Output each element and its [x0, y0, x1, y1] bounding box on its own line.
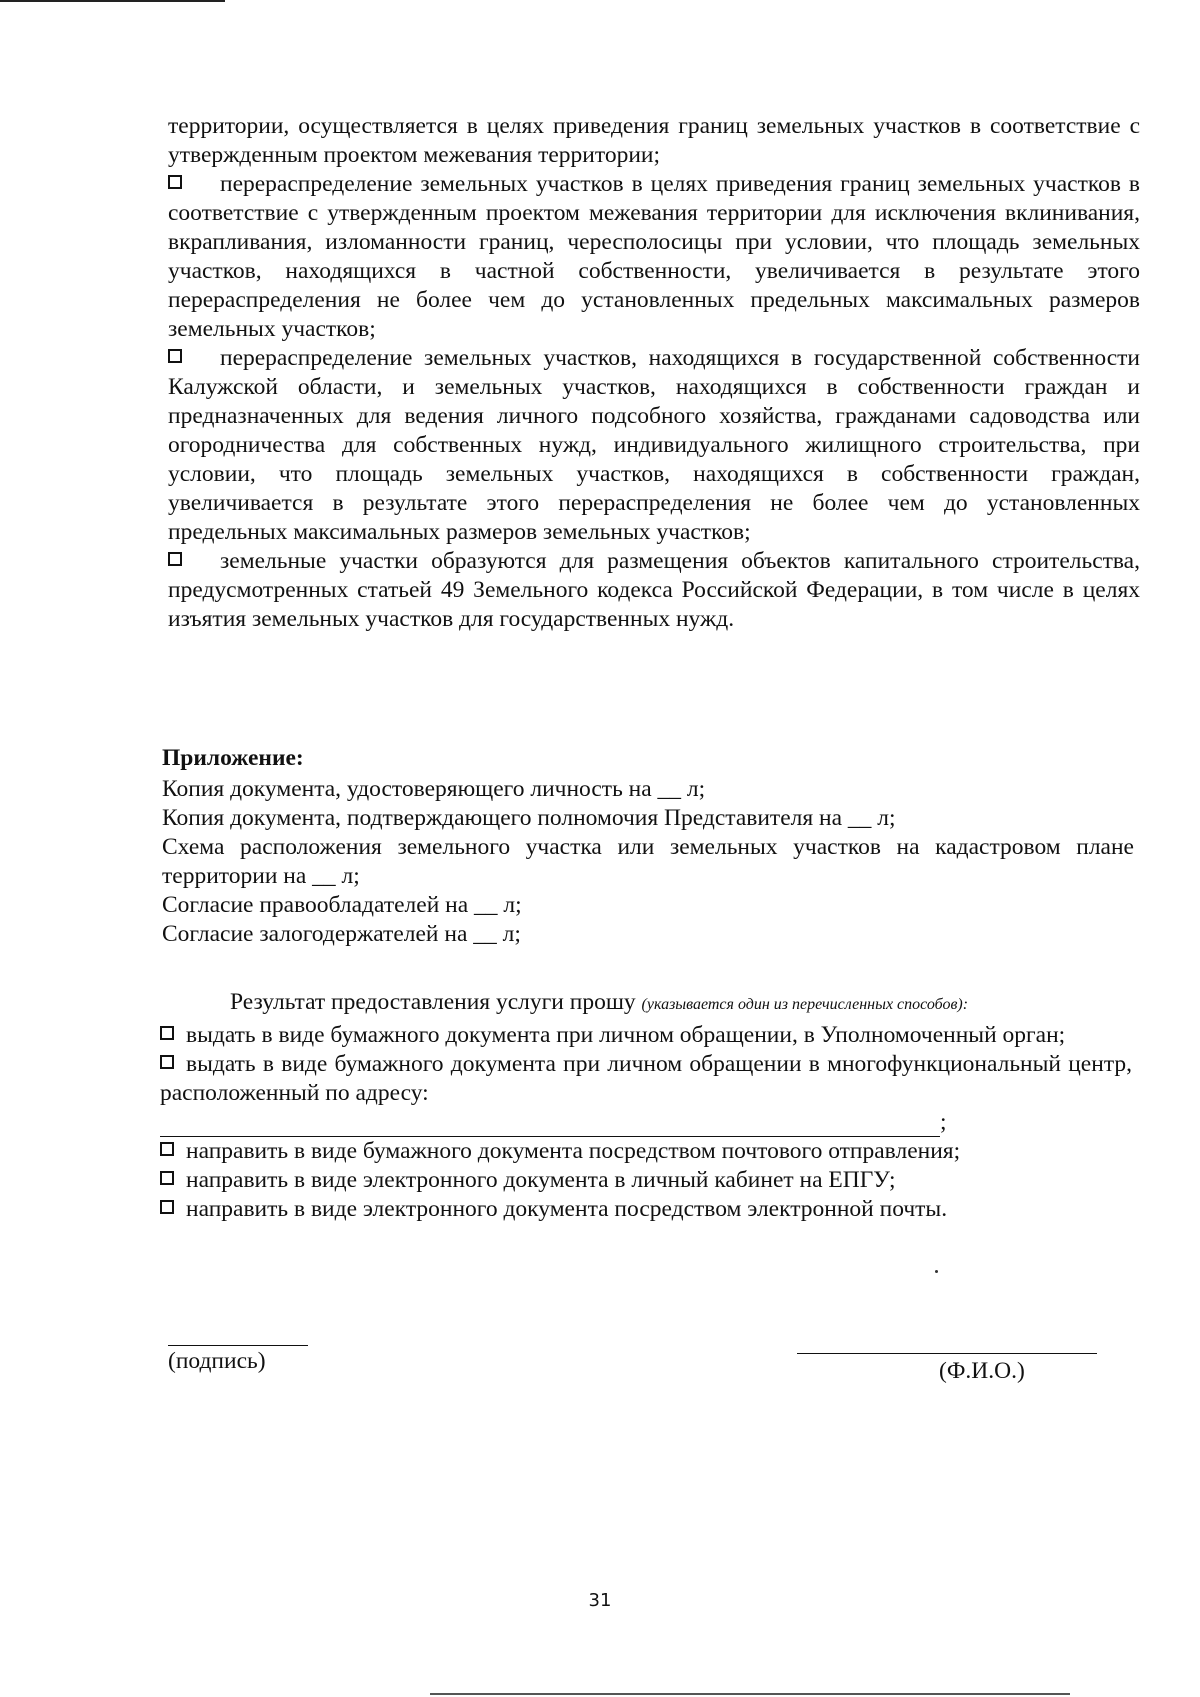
scan-edge-mark-bottom	[430, 1693, 1070, 1695]
result-option-epgu: направить в виде электронного документа в личный кабинет на ЕПГУ;	[160, 1166, 1132, 1195]
name-block	[797, 1353, 1097, 1385]
signature-label: (подпись)	[168, 1348, 266, 1374]
scan-speck	[935, 1270, 938, 1273]
checkbox-icon[interactable]	[160, 1055, 174, 1069]
scan-edge-mark-top	[0, 0, 225, 2]
checkbox-icon[interactable]	[160, 1026, 174, 1040]
checkbox-icon[interactable]	[160, 1142, 174, 1156]
checkbox-icon[interactable]	[168, 175, 182, 189]
result-intro: Результат предоставления услуги прошу (указывается один из перечисленных способов):	[230, 989, 969, 1015]
result-section	[160, 988, 1132, 1224]
name-line[interactable]	[797, 1353, 1097, 1354]
option-capital-construction: земельные участки образуются для размещения объектов капитального строительства, предусмотренных статьей 49 Земельного кодекса Российской Федерации, в том числе в целях изъятия земельных участков для государственных нужд.	[168, 548, 1140, 632]
address-line: ;	[160, 1108, 1132, 1137]
signature-line[interactable]	[168, 1345, 308, 1346]
result-option-email: направить в виде электронного документа посредством электронной почты.	[160, 1195, 1132, 1224]
name-label: (Ф.И.О.)	[939, 1358, 1025, 1384]
appendix-item: Копия документа, подтверждающего полномочия Представителя на __ л;	[162, 805, 896, 831]
result-option-mfc: выдать в виде бумажного документа при личном обращении в многофункциональный центр, расположенный по адресу:	[160, 1051, 1132, 1106]
checkbox-icon[interactable]	[168, 552, 182, 566]
signature-block	[168, 1345, 308, 1375]
result-hint: (указывается один из перечисленных способов):	[641, 996, 969, 1013]
appendix-item: Согласие залогодержателей на __ л;	[162, 921, 521, 947]
checkbox-icon[interactable]	[160, 1171, 174, 1185]
appendix-item: Схема расположения земельного участка или земельных участков на кадастровом плане территории на __ л;	[162, 834, 1134, 889]
appendix-section	[162, 744, 1134, 949]
document-body	[168, 112, 1140, 634]
appendix-item: Согласие правообладателей на __ л;	[162, 892, 522, 918]
option-redistribution-project: перераспределение земельных участков в целях приведения границ земельных участков в соответствие с утвержденным проектом межевания территории для исключения вклинивания, вкрапливания, изломанности границ, чересполосицы при условии, что площадь земельных участков, находящихся в частной собственности, увеличивается в результате этого перераспределения не более чем до установленных предельных максимальных размеров земельных участков;	[168, 171, 1140, 342]
appendix-title: Приложение:	[162, 745, 304, 771]
result-option-post: направить в виде бумажного документа посредством почтового отправления;	[160, 1137, 1132, 1166]
option-redistribution-state: перераспределение земельных участков, находящихся в государственной собственности Калужской области, и земельных участков, находящихся в собственности граждан и предназначенных для ведения личного подсобного хозяйства, гражданами садоводства или огородничества для собственных нужд, индивидуального жилищного строительства, при условии, что площадь земельных участков, находящихся в собственности граждан, увеличивается в результате этого перераспределения не более чем до установленных предельных максимальных размеров земельных участков;	[168, 345, 1140, 545]
appendix-item: Копия документа, удостоверяющего личность на __ л;	[162, 776, 706, 802]
page-number: 31	[588, 1590, 612, 1611]
result-option-authority: выдать в виде бумажного документа при личном обращении, в Уполномоченный орган;	[160, 1021, 1132, 1050]
address-input-line[interactable]	[160, 1114, 940, 1137]
checkbox-icon[interactable]	[168, 349, 182, 363]
continuation-paragraph: территории, осуществляется в целях приведения границ земельных участков в соответствие с утвержденным проектом межевания территории;	[168, 113, 1140, 168]
checkbox-icon[interactable]	[160, 1200, 174, 1214]
